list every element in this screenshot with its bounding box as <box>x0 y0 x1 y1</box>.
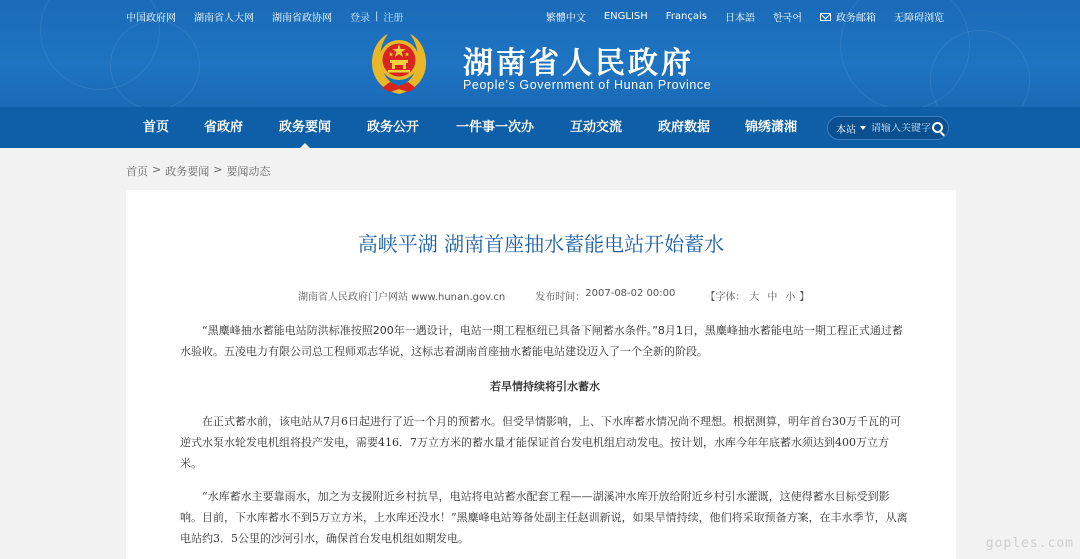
mail-label: 政务邮箱 <box>836 13 876 24</box>
nav-provincial-government[interactable]: 省政府 <box>204 120 244 135</box>
register-link[interactable]: 注册 <box>383 13 404 24</box>
link-hunan-npc[interactable]: 湖南省人大网 <box>194 13 254 24</box>
nav-government-data[interactable]: 政府数据 <box>658 120 711 135</box>
nav-one-stop-service[interactable]: 一件事一次办 <box>456 120 535 135</box>
nav-government-news[interactable]: 政务要闻 <box>279 107 331 148</box>
article-paragraph: “黑麋峰抽水蓄能电站防洪标准按照200年一遇设计，电站一期工程枢纽已具备下闸蓄水条件。”8月1日，黑麋峰抽水蓄能电站一期工程正式通过蓄水验收。五凌电力有限公司总工程师邓志华说，这标志着湖南首座抽水蓄能电站建设迈入了一个全新的阶段。 <box>180 324 903 358</box>
lang-korean[interactable]: 한국어 <box>773 13 802 24</box>
search-scope[interactable]: 本站 <box>836 124 856 136</box>
font-size-large[interactable]: 大 <box>749 292 760 303</box>
lang-traditional-chinese[interactable]: 繁體中文 <box>545 13 586 24</box>
mail-icon <box>820 13 831 21</box>
site-title: 湖南省人民政府 <box>463 46 694 81</box>
article-panel <box>126 190 956 559</box>
breadcrumb-home[interactable]: 首页 <box>126 165 148 178</box>
nav-interaction[interactable]: 互动交流 <box>570 120 623 135</box>
link-gov-cn[interactable]: 中国政府网 <box>126 13 176 24</box>
lang-english[interactable]: ENGLISH <box>603 11 648 22</box>
font-size-medium[interactable]: 中 <box>767 292 778 303</box>
link-hunan-cppcc[interactable]: 湖南省政协网 <box>272 13 332 24</box>
decor-flower <box>110 20 200 107</box>
mail-link[interactable] <box>820 9 876 24</box>
chevron-down-icon[interactable] <box>860 126 866 130</box>
breadcrumb-separator: > <box>213 163 223 176</box>
search-icon[interactable] <box>932 122 943 133</box>
top-links <box>126 9 403 24</box>
login-link[interactable]: 登录 <box>350 13 370 24</box>
site-subtitle: People's Government of Hunan Province <box>463 78 712 92</box>
separator: | <box>375 11 379 22</box>
font-size-small[interactable]: 小 <box>785 292 796 303</box>
article-paragraph: “水库蓄水主要靠雨水，加之为支援附近乡村抗旱，电站将电站蓄水配套工程——湖溪冲水库开放给附近乡村引水灌溉，这使得蓄水目标受到影响。目前，下水库蓄水不到5万立方米，上水库还没水！”黑麋峰电站筹备处副主任赵训新说，如果旱情持续，他们将采取预备方案，在丰水季节，从离电站约3．5公里的沙河引水，确保首台发电机组如期发电。 <box>180 490 908 545</box>
nav-scenic-hunan[interactable]: 锦绣潇湘 <box>745 120 798 135</box>
article-body <box>180 320 910 559</box>
accessibility-link[interactable]: 无障碍浏览 <box>894 13 944 24</box>
breadcrumb-government-news[interactable]: 政务要闻 <box>165 165 210 178</box>
article-subheading: 若旱情持续将引水蓄水 <box>490 380 600 393</box>
language-links <box>528 9 944 24</box>
article-paragraph: 在正式蓄水前，该电站从7月6日起进行了近一个月的预蓄水。但受旱情影响，上、下水库蓄水情况尚不理想。根据测算，明年首台30万千瓦的可逆式水泵水轮发电机组将投产发电，需要416．7万立方米的蓄水量才能保证首台发电机组启动发电。按计划，水库今年年底蓄水须达到400万立方米。 <box>180 415 901 470</box>
article-source: 湖南省人民政府门户网站 www.hunan.gov.cn <box>298 292 506 303</box>
font-size-label: 【字体： <box>705 292 746 303</box>
lang-french[interactable]: Français <box>665 11 708 22</box>
breadcrumb <box>126 163 274 179</box>
article-title: 高峡平湖 湖南首座抽水蓄能电站开始蓄水 <box>357 232 725 256</box>
national-emblem-icon <box>368 30 430 96</box>
article-meta <box>298 288 809 303</box>
breadcrumb-news-updates[interactable]: 要闻动态 <box>226 165 271 178</box>
lang-japanese[interactable]: 日本語 <box>725 13 756 24</box>
publish-time: 2007-08-02 00:00 <box>585 288 676 299</box>
search-input[interactable] <box>871 123 933 134</box>
font-size-close: 】 <box>799 292 810 303</box>
watermark: goples.com <box>985 536 1074 551</box>
site-header <box>0 0 1080 107</box>
nav-government-affairs[interactable]: 政务公开 <box>367 120 420 135</box>
nav-home[interactable]: 首页 <box>143 120 170 135</box>
publish-label: 发布时间： <box>535 292 586 303</box>
breadcrumb-separator: > <box>152 163 162 176</box>
search-box <box>827 116 949 140</box>
